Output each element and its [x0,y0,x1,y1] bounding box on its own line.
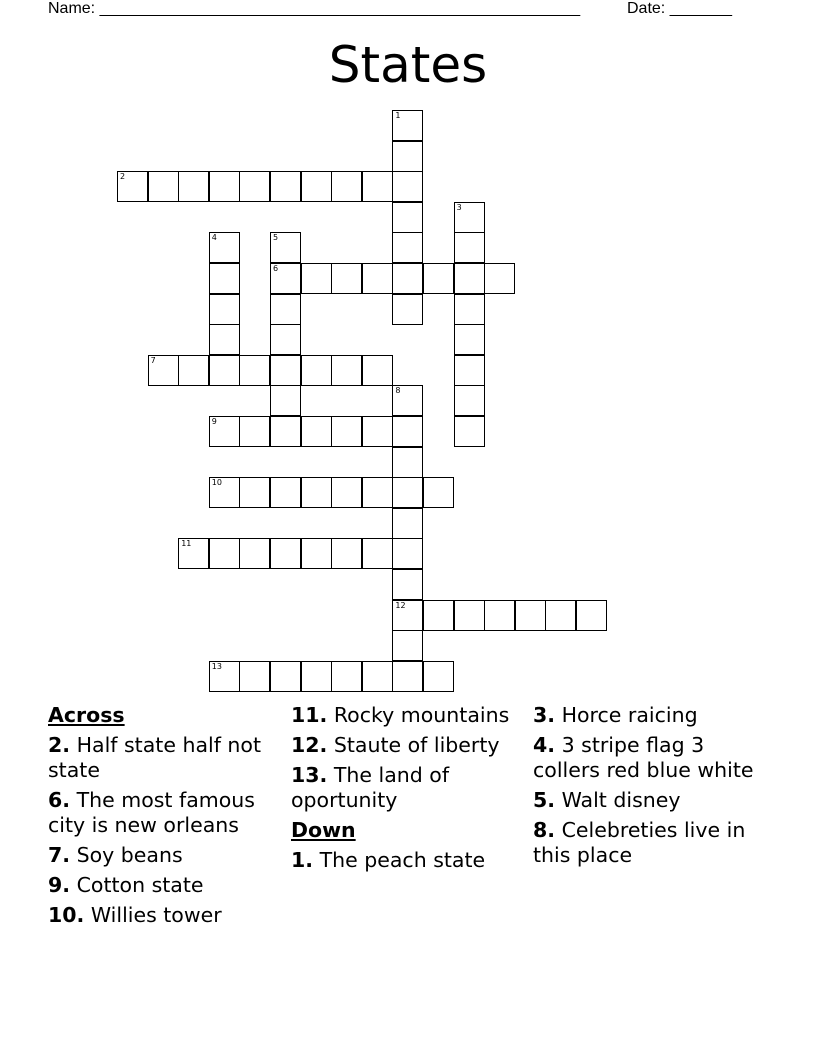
clue-number: 10 [211,478,222,488]
grid-cell[interactable] [454,600,485,631]
grid-cell[interactable] [454,324,485,355]
clue-down-4: 4. 3 stripe flag 3 collers red blue white [533,733,754,782]
grid-cell[interactable] [301,477,332,508]
clue-across-7: 7. Soy beans [48,843,183,867]
grid-cell[interactable] [301,263,332,294]
grid-cell[interactable] [117,171,148,202]
grid-cell[interactable] [392,294,423,325]
grid-cell[interactable] [239,355,270,386]
grid-cell[interactable] [392,110,423,141]
grid-cell[interactable] [270,171,301,202]
clue-number: 3 [456,202,462,212]
grid-cell[interactable] [239,538,270,569]
grid-cell[interactable] [270,416,301,447]
grid-cell[interactable] [392,202,423,233]
grid-cell[interactable] [209,538,240,569]
clue-number: 9 [211,417,217,426]
clue-number: 8 [395,386,401,396]
grid-cell[interactable] [209,477,240,508]
grid-cell[interactable] [209,294,240,325]
grid-cell[interactable] [270,661,301,692]
grid-cell[interactable] [392,477,423,508]
grid-cell[interactable] [423,600,454,631]
grid-cell[interactable] [454,263,485,294]
grid-cell[interactable] [454,416,485,447]
across-heading: Across [48,703,125,727]
clue-down-5: 5. Walt disney [533,788,681,812]
grid-cell[interactable] [209,355,240,386]
grid-cell[interactable] [239,171,270,202]
grid-cell[interactable] [209,661,240,692]
grid-cell[interactable] [454,294,485,325]
grid-cell[interactable] [270,538,301,569]
grid-cell[interactable] [178,355,209,386]
grid-cell[interactable] [423,661,454,692]
grid-cell[interactable] [392,385,423,416]
grid-cell[interactable] [454,385,485,416]
clue-across-9: 9. Cotton state [48,873,204,897]
grid-cell[interactable] [301,538,332,569]
grid-cell[interactable] [362,416,393,447]
name-field-label: Name: ______________________________________________________ [48,0,581,17]
grid-cell[interactable] [392,569,423,600]
clue-across-6: 6. The most famous city is new orleans [48,788,255,837]
grid-cell[interactable] [209,324,240,355]
clue-number: 6 [273,264,279,273]
grid-cell[interactable] [392,661,423,692]
clue-number: 13 [211,661,222,671]
clue-down-3: 3. Horce raicing [533,703,698,727]
grid-cell[interactable] [423,263,454,294]
grid-cell[interactable] [178,171,209,202]
clue-across-12: 12. Staute of liberty [291,733,500,757]
grid-cell[interactable] [209,416,240,447]
grid-cell[interactable] [239,477,270,508]
grid-cell[interactable] [331,263,362,294]
grid-cell[interactable] [178,538,209,569]
grid-cell[interactable] [270,263,301,294]
grid-cell[interactable] [392,171,423,202]
grid-cell[interactable] [362,661,393,692]
clue-number: 5 [273,233,279,243]
grid-cell[interactable] [515,600,546,631]
clue-across-10: 10. Willies tower [48,903,222,927]
grid-cell[interactable] [331,416,362,447]
grid-cell[interactable] [392,447,423,478]
grid-cell[interactable] [392,416,423,447]
grid-cell[interactable] [392,263,423,294]
grid-cell[interactable] [576,600,607,631]
grid-cell[interactable] [209,171,240,202]
grid-cell[interactable] [484,600,515,631]
clues-column-2 [291,703,523,878]
grid-cell[interactable] [209,232,240,263]
clue-number: 11 [181,539,192,549]
clue-across-13: 13. The land of oportunity [291,763,450,812]
down-heading: Down [291,818,356,842]
clues-column-1 [48,703,280,933]
clue-number: 7 [150,355,156,365]
grid-cell[interactable] [331,355,362,386]
grid-cell[interactable] [362,355,393,386]
grid-cell[interactable] [392,232,423,263]
grid-cell[interactable] [331,171,362,202]
grid-cell[interactable] [392,630,423,661]
date-field-label: Date: _______ [627,0,732,17]
grid-cell[interactable] [301,661,332,692]
grid-cell[interactable] [239,416,270,447]
grid-cell[interactable] [454,355,485,386]
clues-column-3 [533,703,765,873]
grid-cell[interactable] [423,477,454,508]
grid-cell[interactable] [301,171,332,202]
grid-cell[interactable] [301,416,332,447]
clue-across-2: 2. Half state half not state [48,733,262,782]
clue-number: 2 [120,172,126,182]
grid-cell[interactable] [148,171,179,202]
grid-cell[interactable] [270,355,301,386]
grid-cell[interactable] [362,538,393,569]
page-title: States [328,36,488,94]
grid-cell[interactable] [331,538,362,569]
grid-cell[interactable] [331,477,362,508]
clue-number: 12 [395,600,406,610]
grid-cell[interactable] [270,324,301,355]
grid-cell[interactable] [392,600,423,631]
grid-cell[interactable] [270,385,301,416]
clue-down-8: 8. Celebreties live in this place [533,818,746,867]
clue-number: 1 [395,111,401,120]
grid-cell[interactable] [392,508,423,539]
grid-cell[interactable] [331,661,362,692]
grid-cell[interactable] [362,477,393,508]
grid-cell[interactable] [270,294,301,325]
clue-across-11: 11. Rocky mountains [291,703,510,727]
grid-cell[interactable] [392,141,423,172]
clue-down-1: 1. The peach state [291,848,486,872]
grid-cell[interactable] [454,202,485,233]
grid-cell[interactable] [454,232,485,263]
grid-cell[interactable] [362,171,393,202]
grid-cell[interactable] [484,263,515,294]
grid-cell[interactable] [209,263,240,294]
clue-number: 4 [211,233,217,243]
grid-cell[interactable] [270,232,301,263]
grid-cell[interactable] [148,355,179,386]
grid-cell[interactable] [270,477,301,508]
grid-cell[interactable] [392,538,423,569]
grid-cell[interactable] [239,661,270,692]
grid-cell[interactable] [301,355,332,386]
grid-cell[interactable] [545,600,576,631]
grid-cell[interactable] [362,263,393,294]
